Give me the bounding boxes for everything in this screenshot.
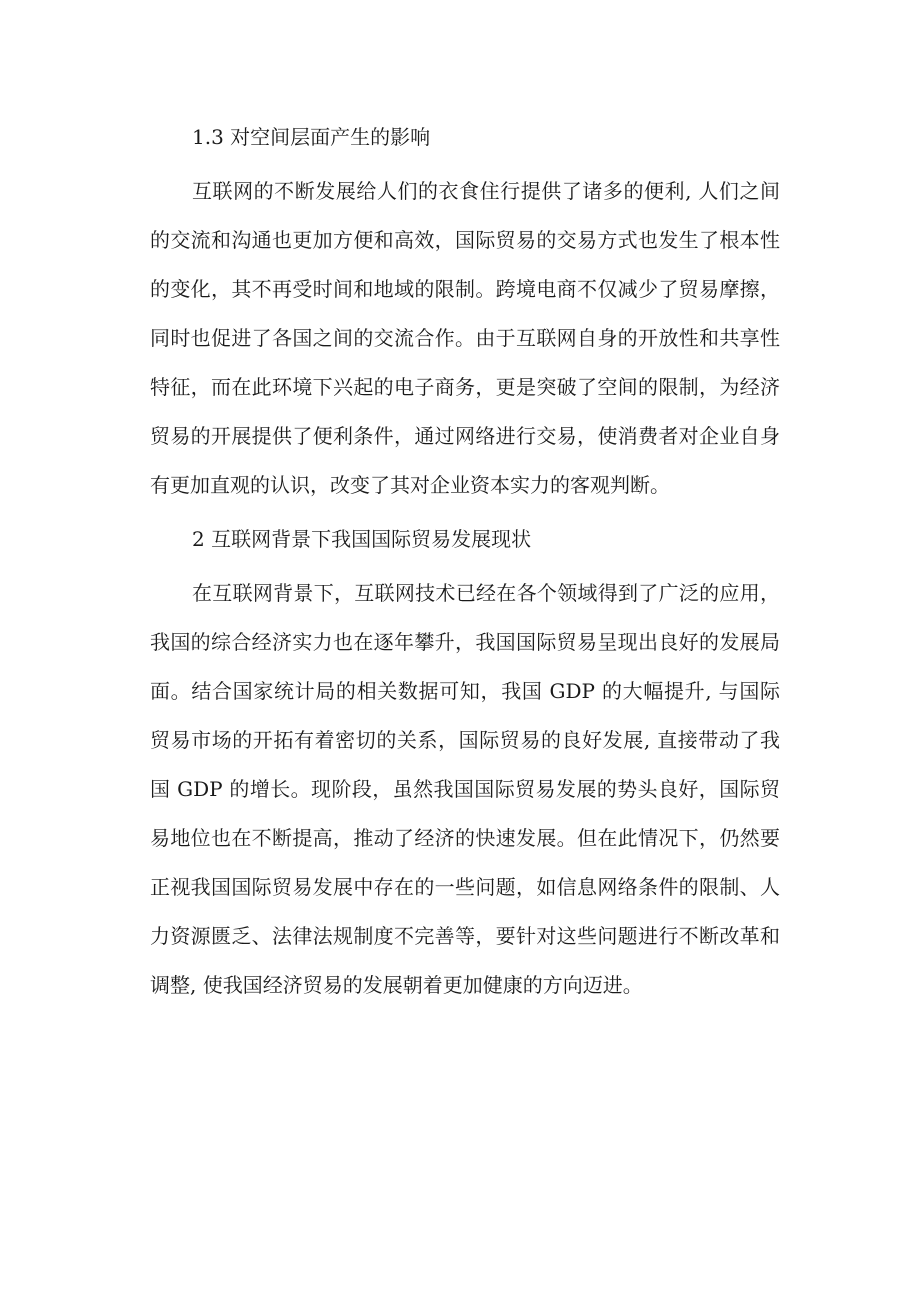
section-paragraph-1-3: 互联网的不断发展给人们的衣食住行提供了诸多的便利, 人们之间的交流和沟通也更加方便和高效，国际贸易的交易方式也发生了根本性的变化，其不再受时间和地域的限制。跨境电商不仅减少了贸易摩擦，同时也促进了各国之间的交流合作。由于互联网自身的开放性和共享性特征，而在此环境下兴起的电子商务，更是突破了空间的限制，为经济贸易的开展提供了便利条件，通过网络进行交易，使消费者对企业自身有更加直观的认识，改变了其对企业资本实力的客观判断。 [150, 179, 780, 497]
document-body [150, 113, 780, 1015]
section-heading-2: 2 互联网背景下我国国际贸易发展现状 [192, 527, 532, 551]
section-heading-1-3: 1.3 对空间层面产生的影响 [192, 125, 431, 149]
section-paragraph-2: 在互联网背景下，互联网技术已经在各个领域得到了广泛的应用，我国的综合经济实力也在逐年攀升，我国国际贸易呈现出良好的发展局面。结合国家统计局的相关数据可知，我国 GDP 的大幅提升, 与国际贸易市场的开拓有着密切的关系，国际贸易的良好发展, 直接带动了我国 GDP 的增长。现阶段，虽然我国国际贸易发展的势头良好，国际贸易地位也在不断提高，推动了经济的快速发展。但在此情况下，仍然要正视我国国际贸易发展中存在的一些问题，如信息网络条件的限制、人力资源匮乏、法律法规制度不完善等，要针对这些问题进行不断改革和调整, 使我国经济贸易的发展朝着更加健康的方向迈进。 [150, 581, 780, 997]
